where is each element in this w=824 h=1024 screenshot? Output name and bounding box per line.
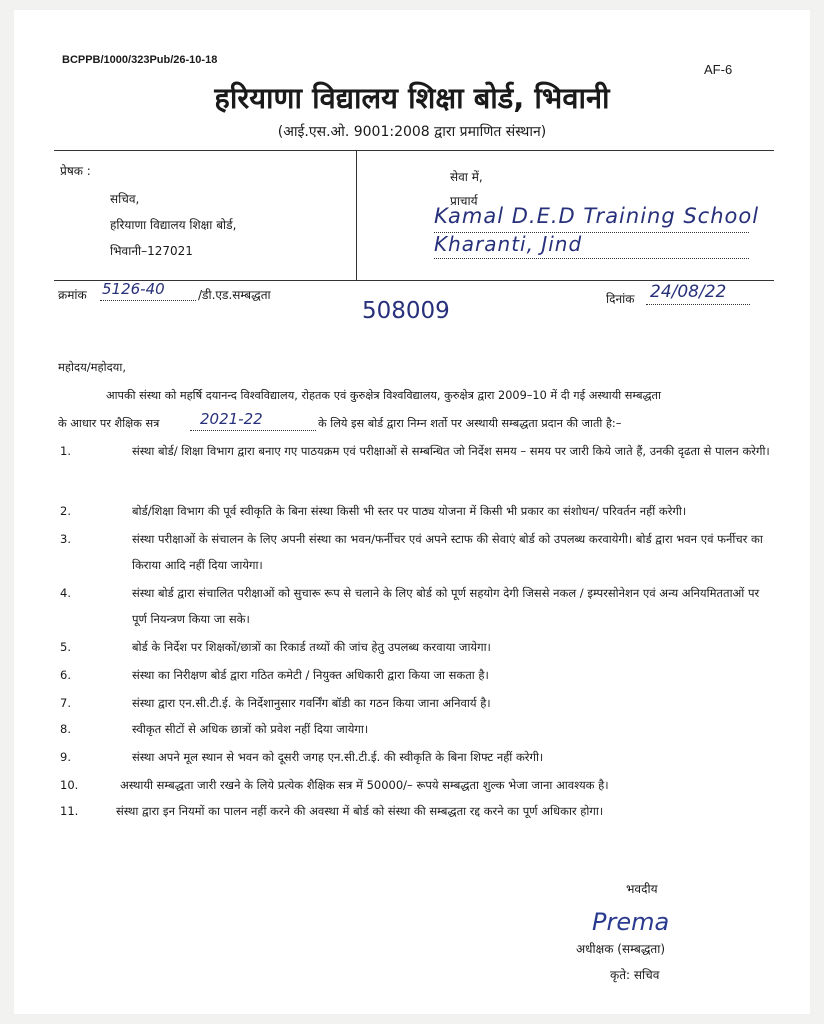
date-value: 24/08/22 [650,282,727,302]
recipient-role: प्राचार्य [450,194,478,208]
condition-item [60,526,770,578]
condition-text: संस्था बोर्ड द्वारा संचालित परीक्षाओं को सुचारू रूप से चलाने के लिए बोर्ड को पूर्ण सहयोग देगी जिससे नकल / इम्परसोनेशन एवं अन्य अनियमितताओं पर पूर्ण नियन्त्रण किया जा सके। [132,586,760,626]
date-label: दिनांक [606,292,635,306]
address-top-rule [54,150,774,151]
condition-number: 2. [60,504,71,518]
sender-line-1: सचिव, [110,192,140,206]
condition-number: 4. [60,586,71,600]
board-title: हरियाणा विद्यालय शिक्षा बोर्ड, भिवानी [214,81,610,115]
session-dots [190,430,316,431]
intro-line-1: आपकी संस्था को महर्षि दयानन्द विश्वविद्यालय, रोहतक एवं कुरुक्षेत्र विश्वविद्यालय, कुरुक्षेत्र द्वारा 2009–10 में दी गई अस्थायी सम्बद्धता [106,389,661,402]
sender-line-3: भिवानी–127021 [110,244,193,258]
recipient-label: सेवा में, [450,170,483,184]
condition-text: अस्थायी सम्बद्धता जारी रखने के लिये प्रत्येक शैक्षिक सत्र में 50000/– रूपये सम्बद्धता शुल्क भेजा जाना आवश्यक है। [120,778,609,792]
condition-text: बोर्ड/शिक्षा विभाग की पूर्व स्वीकृति के बिना संस्था किसी भी स्तर पर पाठ्य योजना में किसी भी प्रकार का संशोधन/ परिवर्तन नहीं करेगी। [132,504,687,518]
designation: अधीक्षक (सम्बद्धता) [576,942,666,956]
reference-number: BCPPB/1000/323Pub/26-10-18 [62,54,218,66]
condition-text: संस्था अपने मूल स्थान से भवन को दूसरी जगह एन.सी.टी.ई. की स्वीकृति के बिना शिफ्ट नहीं करेगी। [132,750,544,764]
condition-number: 3. [60,532,71,546]
intro-line-2-prefix: के आधार पर शैक्षिक सत्र [58,417,160,430]
for-secretary: कृते: सचिव [610,968,660,982]
condition-number: 11. [60,804,79,818]
condition-number: 6. [60,668,71,682]
condition-text: स्वीकृत सीटों से अधिक छात्रों को प्रवेश नहीं दिया जायेगा। [132,722,369,736]
sender-line-2: हरियाणा विद्यालय शिक्षा बोर्ड, [110,218,237,232]
recipient-place-handwritten: Kharanti, Jind [434,232,583,256]
condition-text: संस्था का निरीक्षण बोर्ड द्वारा गठित कमेटी / नियुक्त अधिकारी द्वारा किया जा सकता है। [132,668,489,682]
kramank-value: 5126-40 [102,280,165,298]
condition-text: बोर्ड के निर्देश पर शिक्षकों/छात्रों का रिकार्ड तथ्यों की जांच हेतु उपलब्ध करवाया जायेगा। [132,640,491,654]
kramank-suffix: /डी.एड.सम्बद्धता [198,288,271,302]
recipient-name-handwritten: Kamal D.E.D Training School [434,204,760,228]
condition-text: संस्था बोर्ड/ शिक्षा विभाग द्वारा बनाए गए पाठयक्रम एवं परीक्षाओं से सम्बन्धित जो निर्देश समय – समय पर जारी किये जाते हैं, उनकी दृढता से पालन करेगी। [132,444,770,458]
recipient-place-dots [434,258,749,259]
kramank-label: क्रमांक [58,288,87,302]
kramank-dots [100,300,196,301]
iso-certification: (आई.एस.ओ. 9001:2008 द्वारा प्रमाणित संस्थान) [277,124,547,140]
handwritten-number: 508009 [362,298,450,324]
sender-label: प्रेषक : [60,164,91,178]
condition-number: 10. [60,778,79,792]
form-code: AF-6 [704,62,733,77]
condition-number: 7. [60,696,71,710]
condition-item [60,580,770,632]
letter-page [14,10,810,1014]
signature: Prema [592,908,670,936]
condition-number: 8. [60,722,71,736]
intro-line-2-suffix: के लिये इस बोर्ड द्वारा निम्न शर्तो पर अस्थायी सम्बद्धता प्रदान की जाती है:– [318,417,622,430]
condition-item [60,438,770,490]
session-value: 2021-22 [200,410,263,428]
condition-number: 5. [60,640,71,654]
condition-number: 9. [60,750,71,764]
closing: भवदीय [626,882,658,896]
condition-text: संस्था द्वारा एन.सी.टी.ई. के निर्देशानुसार गवर्निंग बॉडी का गठन किया जाना अनिवार्य है। [132,696,491,710]
condition-number: 1. [60,444,71,458]
condition-text: संस्था परीक्षाओं के संचालन के लिए अपनी संस्था का भवन/फर्नीचर एवं अपने स्टाफ की सेवाएं बोर्ड को उपलब्ध करवायेगी। बोर्ड द्वारा भवन एवं फर्नीचर का किराया आदि नहीं दिया जायेगा। [132,532,763,572]
condition-text: संस्था द्वारा इन नियमों का पालन नहीं करने की अवस्था में बोर्ड को संस्था की सम्बद्धता रद्द करने का पूर्ण अधिकार होगा। [116,804,604,818]
salutation: महोदय/महोदया, [58,360,126,374]
date-dots [646,304,750,305]
address-divider [356,150,357,280]
